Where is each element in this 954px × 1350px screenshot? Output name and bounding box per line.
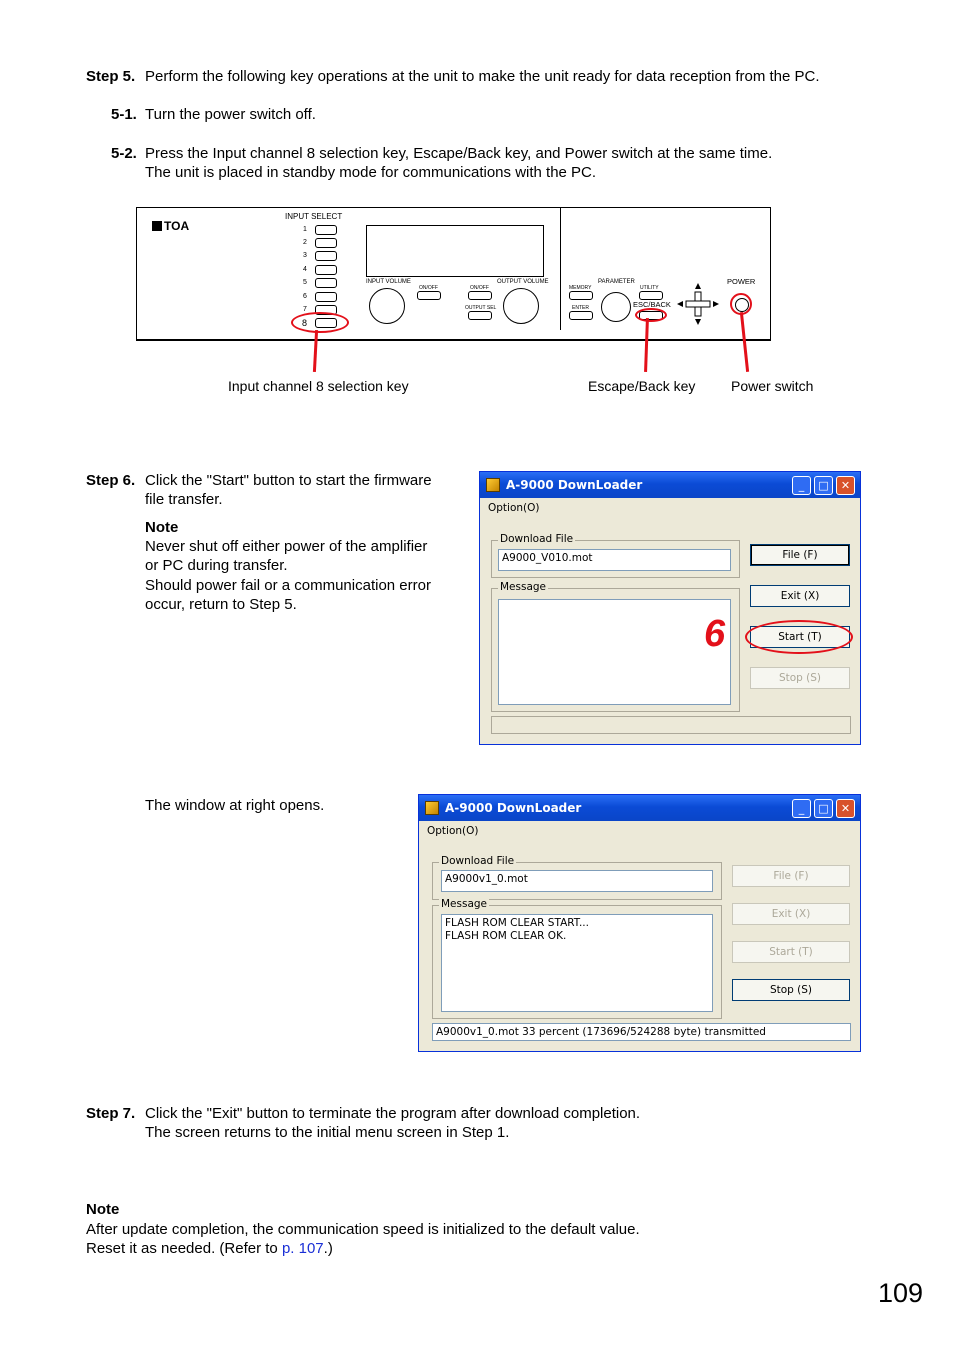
panel-divider [560,208,561,330]
status-bar [491,716,851,734]
menu-option[interactable]: Option(O) [427,825,479,837]
message-group [491,581,740,712]
on-off-label-2: ON/OFF [470,285,489,291]
download-file-label: Download File [500,533,574,545]
message-label: Message [500,581,547,593]
callout-power-switch: Power switch [731,378,814,394]
unit-front-panel [136,207,771,341]
downloader-window-2 [418,794,861,1052]
utility-key [639,291,663,300]
download-file-label: Download File [441,855,515,867]
message-group [432,898,722,1019]
output-sel-key [468,311,492,320]
file-path-field[interactable]: A9000v1_0.mot [441,870,713,892]
window-opens-text: The window at right opens. [145,797,325,814]
enter-key [569,311,593,320]
channel-1-key [315,225,337,235]
step5-1-text: Turn the power switch off. [145,106,316,123]
step5-2-line2: The unit is placed in standby mode for communications with the PC. [145,164,597,181]
maximize-icon[interactable]: □ [814,799,833,818]
step5-1-label: 5-1. [111,106,137,123]
close-icon[interactable]: ✕ [836,476,855,495]
esc-key-callout-line [644,318,649,372]
window-title: A-9000 DownLoader [445,801,582,815]
minimize-icon[interactable]: _ [792,799,811,818]
stop-button[interactable]: Stop (S) [732,979,850,1001]
callout-input-key: Input channel 8 selection key [228,378,409,394]
step6-note-line: Never shut off either power of the amplifier [145,538,428,555]
utility-label: UTILITY [640,285,659,291]
output-on-off-key [468,291,492,300]
memory-label: MEMORY [569,285,592,291]
output-volume-knob [503,288,539,324]
maximize-icon[interactable]: □ [814,476,833,495]
step6-note-label: Note [145,519,179,536]
power-label: POWER [727,277,756,286]
start-button[interactable]: Start (T) [732,941,850,963]
status-bar: A9000v1_0.mot 33 percent (173696/524288 byte) transmitted [432,1023,851,1041]
esc-back-highlight [635,308,667,322]
on-off-label-1: ON/OFF [419,285,438,291]
file-button[interactable]: File (F) [732,865,850,887]
final-note-line2 [86,1239,333,1259]
memory-key [569,291,593,300]
lcd-display [366,225,544,277]
toa-logo-mark [152,221,162,231]
channel-7-number: 7 [303,306,307,313]
output-volume-label: OUTPUT VOLUME [497,279,549,285]
toa-logo-text: TOA [164,219,190,233]
message-box[interactable] [498,599,731,705]
message-box[interactable]: FLASH ROM CLEAR START... FLASH ROM CLEAR OK. [441,914,713,1012]
app-icon [486,478,500,492]
step6-note-line: or PC during transfer. [145,557,288,574]
page-number: 109 [878,1278,924,1308]
message-label: Message [441,898,488,910]
input-select-label: INPUT SELECT [285,212,343,221]
step5-text: Perform the following key operations at the unit to make the unit ready for data reception from the PC. [145,68,820,85]
toa-logo [152,219,189,233]
enter-label: ENTER [572,305,589,311]
step6-label: Step 6. [86,472,136,489]
window-title: A-9000 DownLoader [506,478,643,492]
channel-8-number: 8 [302,318,308,328]
download-file-group [491,533,740,578]
parameter-label: PARAMETER [598,279,635,285]
exit-button[interactable]: Exit (X) [732,903,850,925]
channel-2-number: 2 [303,239,307,246]
channel-3-key [315,251,337,261]
channel-4-number: 4 [303,266,307,273]
step6-line1: Click the "Start" button to start the firmware [145,472,432,489]
channel-1-number: 1 [303,226,307,233]
final-note-line1: After update completion, the communication speed is initialized to the default value. [86,1221,640,1238]
callout-esc-key: Escape/Back key [588,378,696,394]
cursor-keys-icon [675,281,721,327]
esc-back-label: ESC/BACK [633,300,671,309]
close-icon[interactable]: ✕ [836,799,855,818]
channel-4-key [315,265,337,275]
step7-label: Step 7. [86,1105,136,1122]
file-button[interactable]: File (F) [750,544,850,566]
start-button-highlight [745,620,853,654]
channel-3-number: 3 [303,252,307,259]
channel-2-key [315,238,337,248]
output-sel-label: OUTPUT SEL [465,305,497,311]
app-icon [425,801,439,815]
exit-button[interactable]: Exit (X) [750,585,850,607]
step6-note-line: occur, return to Step 5. [145,596,297,613]
final-note-text-before: Reset it as needed. (Refer to [86,1240,282,1257]
step7-line2: The screen returns to the initial menu screen in Step 1. [145,1124,510,1141]
input-volume-label: INPUT VOLUME [366,279,411,285]
channel-6-key [315,292,337,302]
menu-option[interactable]: Option(O) [488,502,540,514]
minimize-icon[interactable]: _ [792,476,811,495]
channel-5-key [315,278,337,288]
step-6-marker: 6 [704,613,726,655]
parameter-knob [601,292,631,322]
step5-2-line1: Press the Input channel 8 selection key, Escape/Back key, and Power switch at the same time. [145,145,773,162]
step5-label: Step 5. [86,68,136,85]
file-path-field[interactable]: A9000_V010.mot [498,549,731,571]
channel-5-number: 5 [303,279,307,286]
input-volume-knob [369,288,405,324]
final-note-text-after: .) [323,1240,333,1257]
step5-2-label: 5-2. [111,145,137,162]
page-107-link[interactable]: p. 107 [281,1240,324,1257]
input-on-off-key [417,291,441,300]
stop-button[interactable]: Stop (S) [750,667,850,689]
start-button[interactable]: Start (T) [750,626,850,648]
step6-line2: file transfer. [145,491,223,508]
final-note-label: Note [86,1201,120,1218]
step7-line1: Click the "Exit" button to terminate the program after download completion. [145,1105,641,1122]
channel-6-number: 6 [303,293,307,300]
channel-8-highlight [291,312,349,333]
download-file-group [432,855,722,900]
downloader-window-1 [479,471,861,745]
step6-note-line: Should power fail or a communication error [145,577,431,594]
